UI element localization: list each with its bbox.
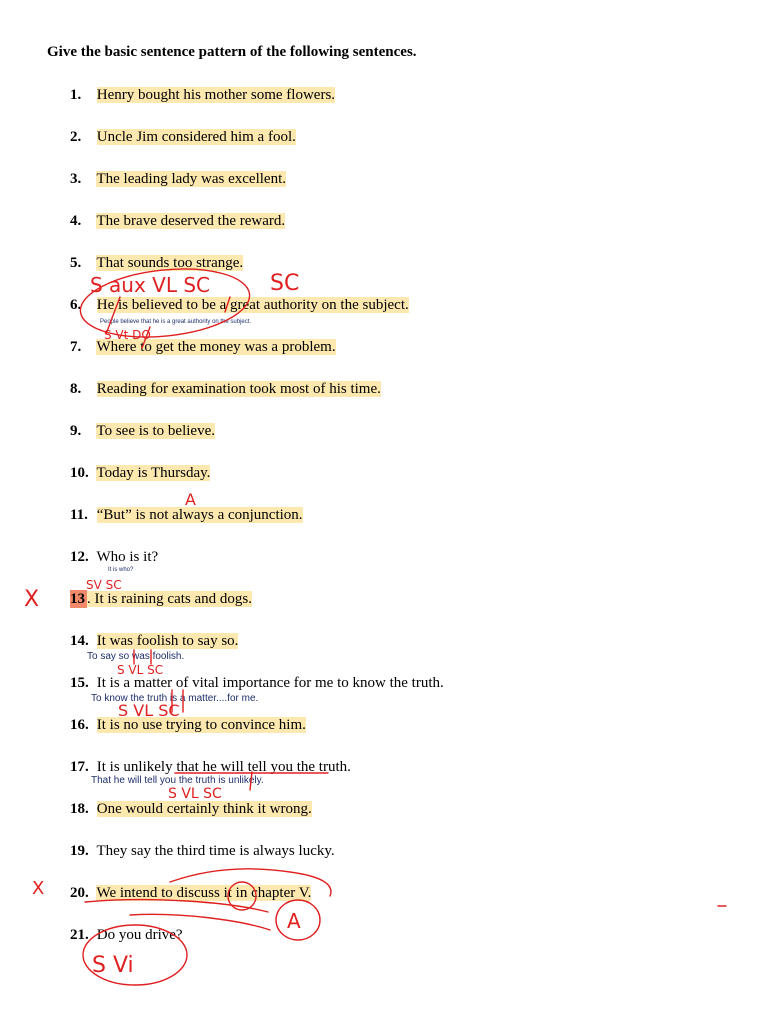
sentence-text: It was foolish to say so.: [96, 633, 239, 649]
ink-label: S Vi: [92, 953, 134, 978]
handwritten-note: People believe that he is a great authority on the subject.: [100, 319, 252, 325]
list-item: 12. Who is it?: [70, 549, 159, 565]
sentence-text: That sounds too strange.: [96, 255, 244, 271]
list-item: 19. They say the third time is always lucky.: [70, 843, 335, 859]
sentence-text: One would certainly think it wrong.: [96, 801, 312, 817]
ink-mark-x: X: [32, 878, 45, 899]
ink-stroke: [250, 772, 252, 790]
handwritten-note: It is who?: [108, 567, 134, 573]
sentence-text: “But” is not always a conjunction.: [96, 507, 303, 523]
list-item: 2. Uncle Jim considered him a fool.: [70, 129, 296, 145]
ink-label: S VL SC: [118, 701, 180, 720]
sentence-text: It is no use trying to convince him.: [96, 717, 306, 733]
sentence-text: It is a matter of vital importance for me to know the truth.: [96, 675, 444, 691]
sentence-text: The brave deserved the reward.: [96, 213, 286, 229]
sentence-text: He is believed to be a great authority on the subject.: [96, 297, 409, 313]
ink-label: A: [287, 909, 301, 933]
sentence-text: Who is it?: [96, 549, 159, 565]
list-item: 15. It is a matter of vital importance for me to know the truth.: [70, 675, 444, 691]
list-item: 18. One would certainly think it wrong.: [70, 801, 312, 817]
sentence-text: Uncle Jim considered him a fool.: [96, 129, 296, 145]
sentence-text: The leading lady was excellent.: [96, 171, 286, 187]
list-item: 11. “But” is not always a conjunction.: [70, 507, 303, 523]
sentence-text: Reading for examination took most of his time.: [96, 381, 381, 397]
ink-stroke: [130, 914, 270, 930]
list-item: 7. Where to get the money was a problem.: [70, 339, 336, 355]
ink-label: S VL SC: [117, 663, 164, 677]
list-item: 3. The leading lady was excellent.: [70, 171, 286, 187]
sentence-text: They say the third time is always lucky.: [96, 843, 335, 859]
list-item: 9. To see is to believe.: [70, 423, 215, 439]
sentence-text: Where to get the money was a problem.: [96, 339, 336, 355]
sentence-text: It is unlikely that he will tell you the truth.: [96, 759, 351, 775]
page-title: Give the basic sentence pattern of the following sentences.: [47, 44, 417, 60]
sentence-text: We intend to discuss it in chapter V.: [96, 885, 312, 901]
list-item: 21. Do you drive?: [70, 927, 183, 943]
sentence-text: Today is Thursday.: [96, 465, 211, 481]
ink-label: S VL SC: [168, 786, 222, 802]
ink-label: A: [185, 490, 196, 509]
handwritten-note: To know the truth is a matter....for me.: [91, 693, 259, 704]
sentence-text: . It is raining cats and dogs.: [87, 591, 252, 607]
list-item: 16. It is no use trying to convince him.: [70, 717, 306, 733]
ink-stroke: [225, 297, 230, 312]
ink-mark-x: X: [24, 587, 40, 612]
ink-label: S Vt DO: [104, 328, 151, 342]
ink-label: SV SC: [86, 578, 122, 592]
list-item: 6. He is believed to be a great authority on the subject.: [70, 297, 409, 313]
list-item: 20. We intend to discuss it in chapter V.: [70, 885, 312, 901]
sentence-text: Henry bought his mother some flowers.: [96, 87, 336, 103]
sentence-text: Do you drive?: [96, 927, 183, 943]
ink-label: S aux VL SC: [90, 273, 211, 297]
list-item: 8. Reading for examination took most of his time.: [70, 381, 381, 397]
list-item: 1. Henry bought his mother some flowers.: [70, 87, 336, 103]
handwritten-note: To say so was foolish.: [87, 651, 185, 662]
ink-label: SC: [270, 271, 300, 296]
list-item: 4. The brave deserved the reward.: [70, 213, 286, 229]
list-item: 13 . It is raining cats and dogs.: [70, 591, 252, 607]
ink-stroke: [170, 869, 331, 896]
sentence-text: To see is to believe.: [96, 423, 215, 439]
list-item: 10. Today is Thursday.: [70, 465, 211, 481]
list-item: 14. It was foolish to say so.: [70, 633, 239, 649]
handwritten-note: That he will tell you the truth is unlikely.: [91, 775, 264, 786]
list-item: 17. It is unlikely that he will tell you the truth.: [70, 759, 351, 775]
list-item: 5. That sounds too strange.: [70, 255, 244, 271]
